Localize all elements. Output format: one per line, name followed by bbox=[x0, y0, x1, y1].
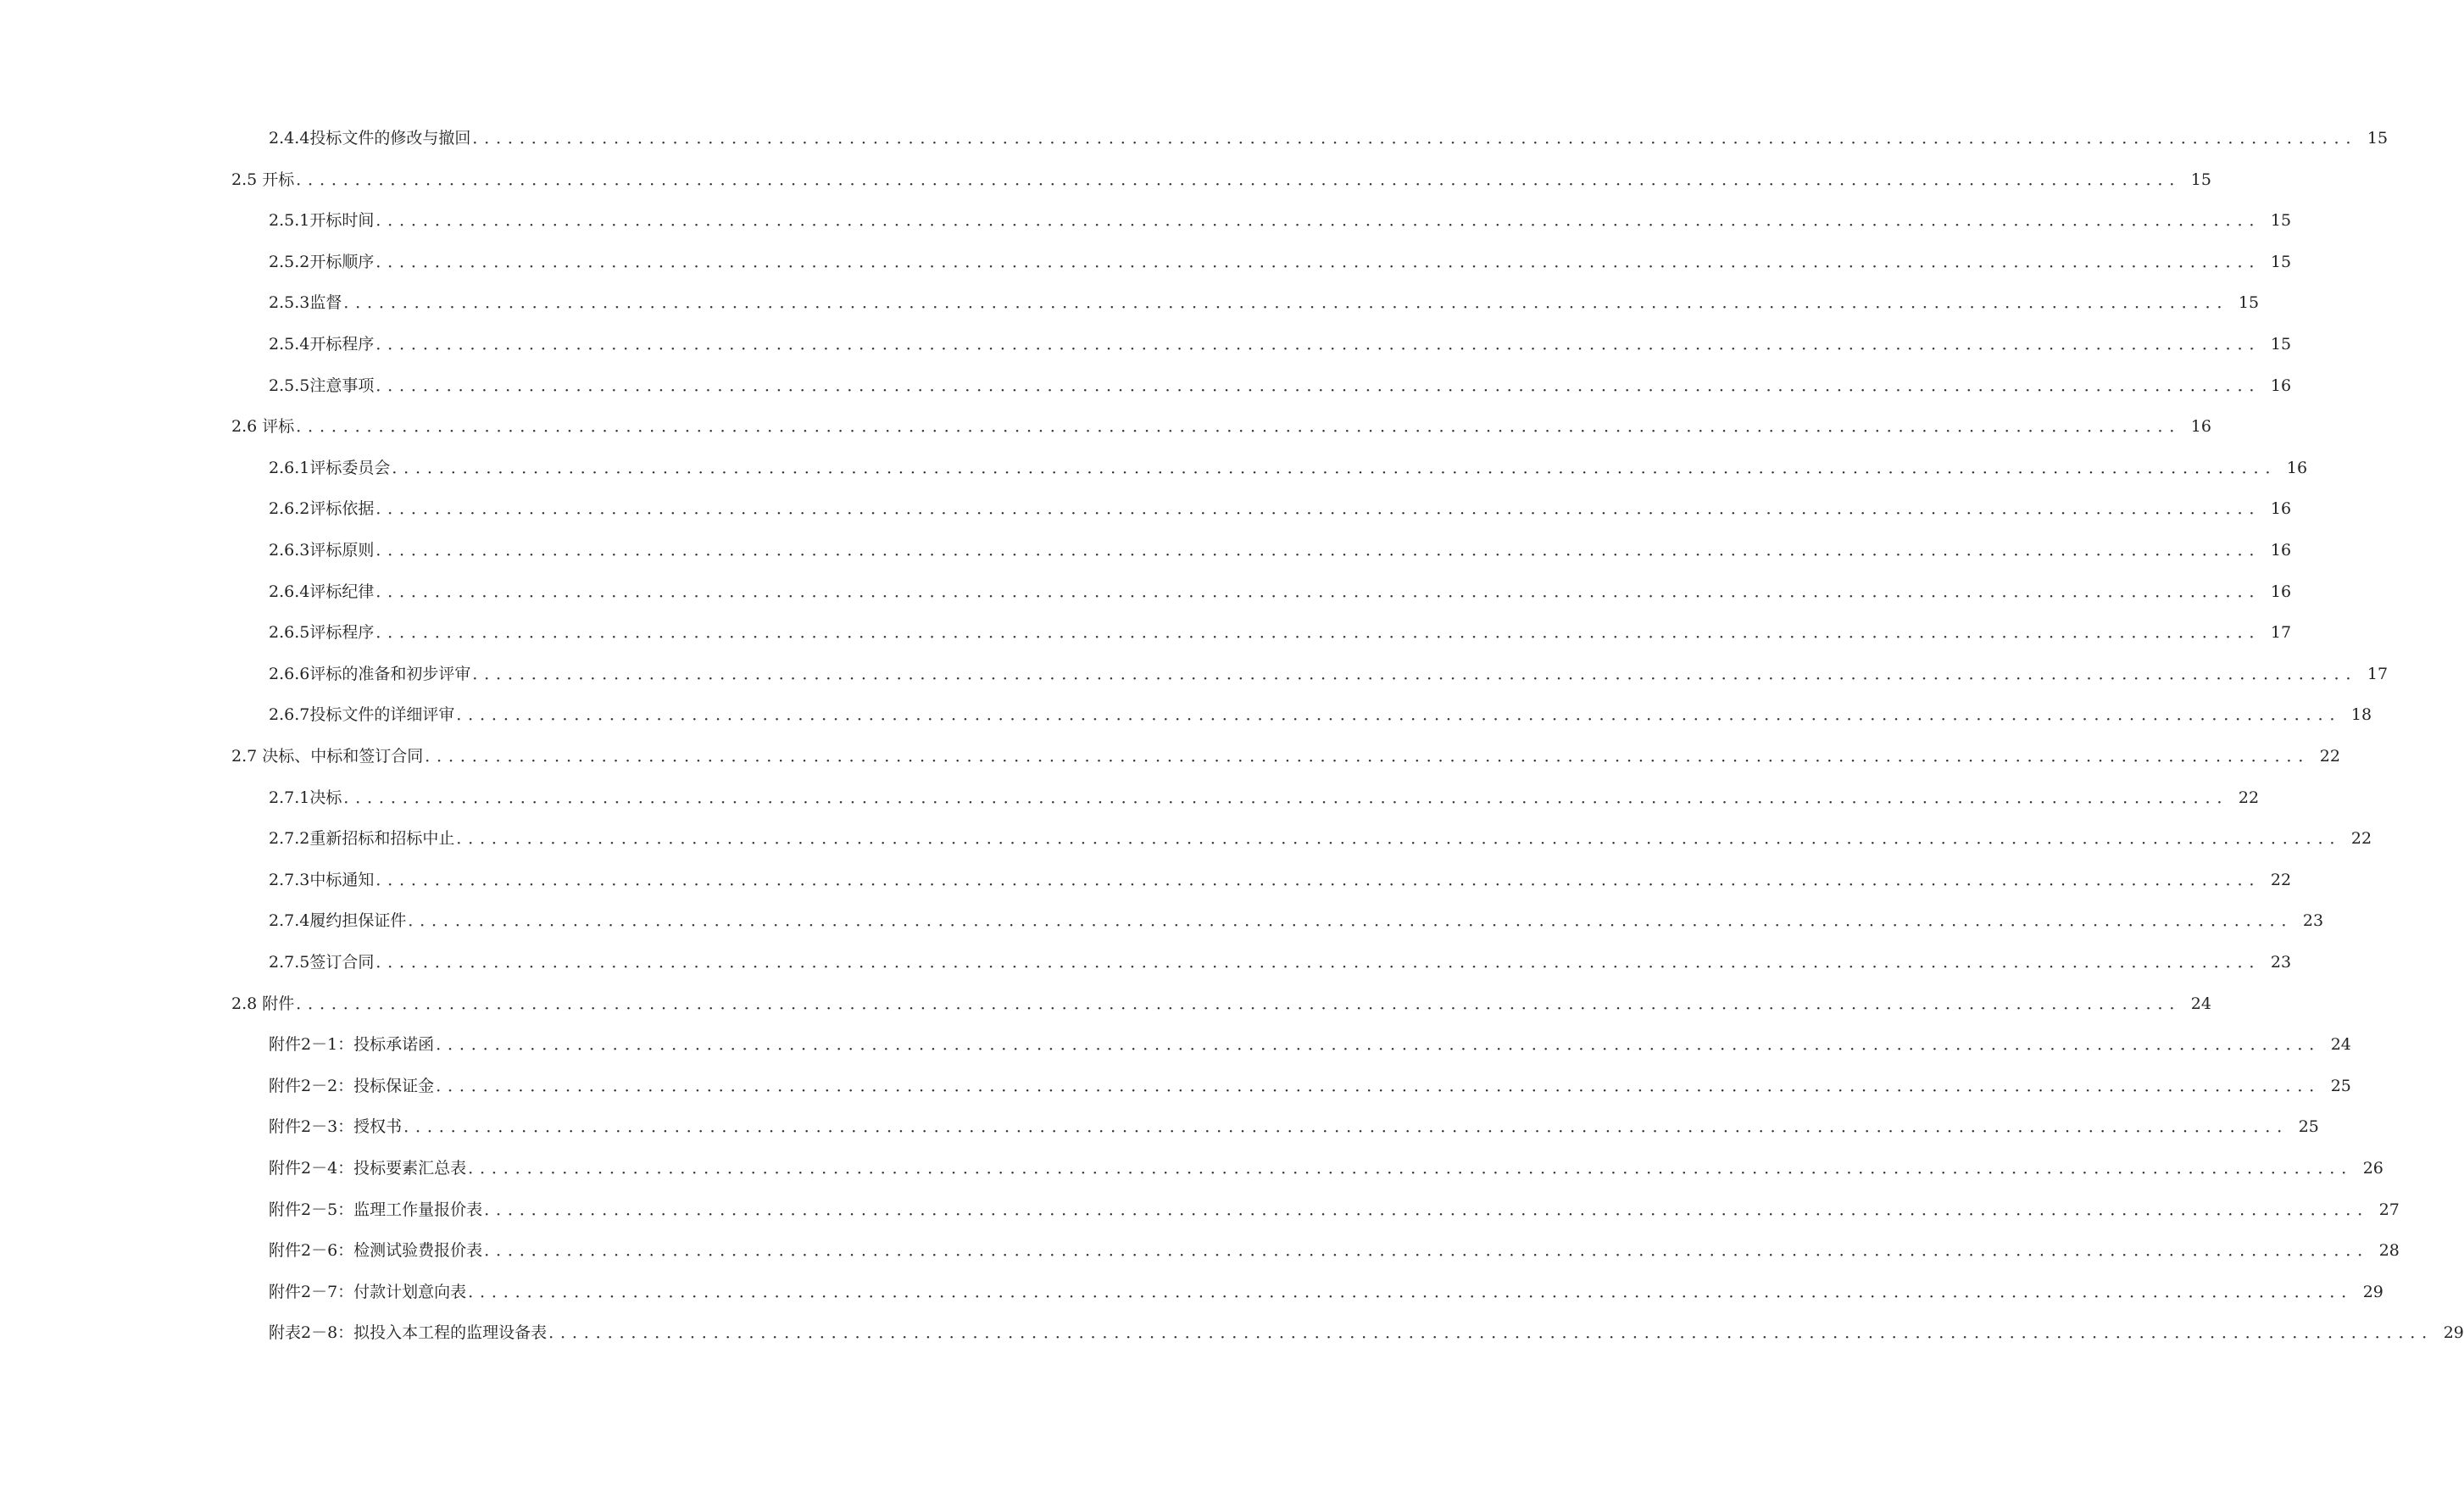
toc-entry-label: 2.5.1开标时间 bbox=[269, 211, 375, 231]
toc-dot-leader: ．．．．．．．．．．．．．．．．．．．．．．．．．．．．．．．．．．．．．．．．．．．．．．．．．．．．．．．．．．．．．．．．．．．．．．．．．．．．．．．．．．．．．．．．．．．．．．．．．．．．．．．．．．．．．．．．．．．．．．．．．．．．．．．．．．．．．．．．．．．．．．．．．．．．．．．．．．．．．．．． bbox=[375, 335, 2269, 354]
toc-page-number: 18 bbox=[2350, 705, 2372, 725]
toc-page-number: 29 bbox=[2443, 1323, 2464, 1343]
toc-entry[interactable] bbox=[269, 864, 2292, 889]
toc-entry[interactable] bbox=[269, 1194, 2400, 1219]
toc-page-number: 15 bbox=[2367, 129, 2389, 148]
toc-page-number: 16 bbox=[2190, 417, 2211, 437]
toc-entry[interactable] bbox=[269, 370, 2292, 395]
toc-entry-label: 2.6.5评标程序 bbox=[269, 623, 375, 643]
toc-entry[interactable] bbox=[231, 988, 2211, 1013]
toc-entry-label: 附件2－5：监理工作量报价表 bbox=[269, 1200, 483, 1219]
toc-entry[interactable] bbox=[269, 1028, 2351, 1055]
toc-entry[interactable] bbox=[269, 576, 2292, 601]
toc-entry-label: 附件2－4：投标要素汇总表 bbox=[269, 1159, 467, 1178]
toc-page-number: 16 bbox=[2270, 376, 2292, 395]
toc-entry[interactable] bbox=[269, 905, 2324, 931]
toc-dot-leader: ．．．．．．．．．．．．．．．．．．．．．．．．．．．．．．．．．．．．．．．．．．．．．．．．．．．．．．．．．．．．．．．．．．．．．．．．．．．．．．．．．．．．．．．．．．．．．．．．．．．．．．．．．．．．．．．．．．．．．．．．．．．．．．．．．．．．．．．．．．．．．．．．．．．．．．．．．．．．．．．． bbox=[296, 417, 2189, 437]
toc-dot-leader: ．．．．．．．．．．．．．．．．．．．．．．．．．．．．．．．．．．．．．．．．．．．．．．．．．．．．．．．．．．．．．．．．．．．．．．．．．．．．．．．．．．．．．．．．．．．．．．．．．．．．．．．．．．．．．．．．．．．．．．．．．．．．．．．．．．．．．．．．．．．．．．．．．．．．．．．．．．．．．．．． bbox=[403, 1117, 2297, 1137]
toc-entry-label: 2.7 决标、中标和签订合同 bbox=[231, 747, 424, 766]
toc-entry-label: 2.6.4评标纪律 bbox=[269, 582, 375, 601]
toc-entry[interactable] bbox=[269, 1234, 2400, 1261]
toc-dot-leader: ．．．．．．．．．．．．．．．．．．．．．．．．．．．．．．．．．．．．．．．．．．．．．．．．．．．．．．．．．．．．．．．．．．．．．．．．．．．．．．．．．．．．．．．．．．．．．．．．．．．．．．．．．．．．．．．．．．．．．．．．．．．．．．．．．．．．．．．．．．．．．．．．．．．．．．．．．．．．．．．． bbox=[408, 911, 2301, 931]
toc-entry-label: 2.7.3中标通知 bbox=[269, 870, 375, 889]
toc-entry-label: 附件2－7：付款计划意向表 bbox=[269, 1282, 467, 1301]
toc-page-number: 15 bbox=[2270, 252, 2292, 271]
toc-dot-leader: ．．．．．．．．．．．．．．．．．．．．．．．．．．．．．．．．．．．．．．．．．．．．．．．．．．．．．．．．．．．．．．．．．．．．．．．．．．．．．．．．．．．．．．．．．．．．．．．．．．．．．．．．．．．．．．．．．．．．．．．．．．．．．．．．．．．．．．．．．．．．．．．．．．．．．．．．．．．．．．．． bbox=[436, 1035, 2329, 1055]
toc-dot-leader: ．．．．．．．．．．．．．．．．．．．．．．．．．．．．．．．．．．．．．．．．．．．．．．．．．．．．．．．．．．．．．．．．．．．．．．．．．．．．．．．．．．．．．．．．．．．．．．．．．．．．．．．．．．．．．．．．．．．．．．．．．．．．．．．．．．．．．．．．．．．．．．．．．．．．．．．．．．．．．．．． bbox=[375, 870, 2269, 889]
toc-page-number: 16 bbox=[2286, 458, 2308, 477]
toc-dot-leader: ．．．．．．．．．．．．．．．．．．．．．．．．．．．．．．．．．．．．．．．．．．．．．．．．．．．．．．．．．．．．．．．．．．．．．．．．．．．．．．．．．．．．．．．．．．．．．．．．．．．．．．．．．．．．．．．．．．．．．．．．．．．．．．．．．．．．．．．．．．．．．．．．．．．．．．．．．．．．．．．． bbox=[392, 458, 2285, 477]
toc-entry[interactable] bbox=[269, 534, 2292, 560]
toc-page-number: 22 bbox=[2238, 788, 2260, 807]
toc-dot-leader: ．．．．．．．．．．．．．．．．．．．．．．．．．．．．．．．．．．．．．．．．．．．．．．．．．．．．．．．．．．．．．．．．．．．．．．．．．．．．．．．．．．．．．．．．．．．．．．．．．．．．．．．．．．．．．．．．．．．．．．．．．．．．．．．．．．．．．．．．．．．．．．．．．．．．．．．．．．．．．．．． bbox=[375, 541, 2269, 560]
toc-entry[interactable] bbox=[269, 699, 2372, 725]
toc-entry[interactable] bbox=[269, 1276, 2383, 1301]
toc-dot-leader: ．．．．．．．．．．．．．．．．．．．．．．．．．．．．．．．．．．．．．．．．．．．．．．．．．．．．．．．．．．．．．．．．．．．．．．．．．．．．．．．．．．．．．．．．．．．．．．．．．．．．．．．．．．．．．．．．．．．．．．．．．．．．．．．．．．．．．．．．．．．．．．．．．．．．．．．．．．．．．．．． bbox=[375, 499, 2269, 519]
toc-entry[interactable] bbox=[231, 740, 2340, 766]
toc-entry-label: 2.4.4投标文件的修改与撤回 bbox=[269, 129, 471, 148]
toc-entry[interactable] bbox=[269, 1070, 2351, 1095]
toc-entry-label: 2.7.1决标 bbox=[269, 788, 342, 807]
toc-page-number: 28 bbox=[2378, 1241, 2400, 1261]
toc-entry-label: 2.6.6评标的准备和初步评审 bbox=[269, 664, 471, 683]
toc-entry[interactable] bbox=[269, 204, 2292, 231]
toc-page-number: 24 bbox=[2330, 1035, 2351, 1055]
toc-entry[interactable] bbox=[231, 164, 2211, 189]
toc-page-number: 15 bbox=[2270, 335, 2292, 354]
toc-page-number: 16 bbox=[2270, 582, 2292, 601]
toc-dot-leader: ．．．．．．．．．．．．．．．．．．．．．．．．．．．．．．．．．．．．．．．．．．．．．．．．．．．．．．．．．．．．．．．．．．．．．．．．．．．．．．．．．．．．．．．．．．．．．．．．．．．．．．．．．．．．．．．．．．．．．．．．．．．．．．．．．．．．．．．．．．．．．．．．．．．．．．．．．．．．．．．． bbox=[456, 705, 2350, 725]
toc-entry-label: 2.5.5注意事项 bbox=[269, 376, 375, 395]
toc-dot-leader: ．．．．．．．．．．．．．．．．．．．．．．．．．．．．．．．．．．．．．．．．．．．．．．．．．．．．．．．．．．．．．．．．．．．．．．．．．．．．．．．．．．．．．．．．．．．．．．．．．．．．．．．．．．．．．．．．．．．．．．．．．．．．．．．．．．．．．．．．．．．．．．．．．．．．．．．．．．．．．．．． bbox=[484, 1200, 2378, 1219]
toc-entry[interactable] bbox=[269, 122, 2389, 148]
toc-entry[interactable] bbox=[269, 782, 2260, 807]
toc-dot-leader: ．．．．．．．．．．．．．．．．．．．．．．．．．．．．．．．．．．．．．．．．．．．．．．．．．．．．．．．．．．．．．．．．．．．．．．．．．．．．．．．．．．．．．．．．．．．．．．．．．．．．．．．．．．．．．．．．．．．．．．．．．．．．．．．．．．．．．．．．．．．．．．．．．．．．．．．．．．．．．．．． bbox=[343, 293, 2237, 313]
toc-entry[interactable] bbox=[269, 946, 2292, 972]
toc-dot-leader: ．．．．．．．．．．．．．．．．．．．．．．．．．．．．．．．．．．．．．．．．．．．．．．．．．．．．．．．．．．．．．．．．．．．．．．．．．．．．．．．．．．．．．．．．．．．．．．．．．．．．．．．．．．．．．．．．．．．．．．．．．．．．．．．．．．．．．．．．．．．．．．．．．．．．．．．．．．．．．．．． bbox=[548, 1323, 2442, 1343]
toc-entry[interactable] bbox=[269, 246, 2292, 271]
toc-page-number: 16 bbox=[2270, 499, 2292, 519]
toc-dot-leader: ．．．．．．．．．．．．．．．．．．．．．．．．．．．．．．．．．．．．．．．．．．．．．．．．．．．．．．．．．．．．．．．．．．．．．．．．．．．．．．．．．．．．．．．．．．．．．．．．．．．．．．．．．．．．．．．．．．．．．．．．．．．．．．．．．．．．．．．．．．．．．．．．．．．．．．．．．．．．．．．． bbox=[472, 129, 2366, 148]
toc-entry-label: 2.5.3监督 bbox=[269, 293, 342, 313]
toc-entry-label: 附件2－6：检测试验费报价表 bbox=[269, 1241, 483, 1261]
toc-dot-leader: ．．．．．．．．．．．．．．．．．．．．．．．．．．．．．．．．．．．．．．．．．．．．．．．．．．．．．．．．．．．．．．．．．．．．．．．．．．．．．．．．．．．．．．．．．．．．．．．．．．．．．．．．．．．．．．．．．．．．．．．．．．．．．．．．．．．．．．．．．．．．．．．．．．．．．．．．．．．．．．．． bbox=[296, 994, 2189, 1013]
toc-entry-label: 2.6.3评标原则 bbox=[269, 541, 375, 560]
toc-page-number: 27 bbox=[2378, 1200, 2400, 1219]
toc-page-number: 22 bbox=[2270, 870, 2292, 889]
toc-entry[interactable] bbox=[269, 616, 2292, 643]
toc-dot-leader: ．．．．．．．．．．．．．．．．．．．．．．．．．．．．．．．．．．．．．．．．．．．．．．．．．．．．．．．．．．．．．．．．．．．．．．．．．．．．．．．．．．．．．．．．．．．．．．．．．．．．．．．．．．．．．．．．．．．．．．．．．．．．．．．．．．．．．．．．．．．．．．．．．．．．．．．．．．．．．．．． bbox=[484, 1241, 2378, 1261]
toc-page-number: 22 bbox=[2350, 829, 2372, 849]
toc-page-number: 26 bbox=[2362, 1159, 2383, 1178]
toc-dot-leader: ．．．．．．．．．．．．．．．．．．．．．．．．．．．．．．．．．．．．．．．．．．．．．．．．．．．．．．．．．．．．．．．．．．．．．．．．．．．．．．．．．．．．．．．．．．．．．．．．．．．．．．．．．．．．．．．．．．．．．．．．．．．．．．．．．．．．．．．．．．．．．．．．．．．．．．．．．．．．．．．． bbox=[472, 664, 2366, 683]
toc-entry[interactable] bbox=[269, 328, 2292, 354]
toc-dot-leader: ．．．．．．．．．．．．．．．．．．．．．．．．．．．．．．．．．．．．．．．．．．．．．．．．．．．．．．．．．．．．．．．．．．．．．．．．．．．．．．．．．．．．．．．．．．．．．．．．．．．．．．．．．．．．．．．．．．．．．．．．．．．．．．．．．．．．．．．．．．．．．．．．．．．．．．．．．．．．．．．． bbox=[375, 252, 2269, 271]
toc-dot-leader: ．．．．．．．．．．．．．．．．．．．．．．．．．．．．．．．．．．．．．．．．．．．．．．．．．．．．．．．．．．．．．．．．．．．．．．．．．．．．．．．．．．．．．．．．．．．．．．．．．．．．．．．．．．．．．．．．．．．．．．．．．．．．．．．．．．．．．．．．．．．．．．．．．．．．．．．．．．．．．．．． bbox=[468, 1282, 2361, 1301]
toc-dot-leader: ．．．．．．．．．．．．．．．．．．．．．．．．．．．．．．．．．．．．．．．．．．．．．．．．．．．．．．．．．．．．．．．．．．．．．．．．．．．．．．．．．．．．．．．．．．．．．．．．．．．．．．．．．．．．．．．．．．．．．．．．．．．．．．．．．．．．．．．．．．．．．．．．．．．．．．．．．．．．．．．． bbox=[436, 1076, 2329, 1095]
toc-dot-leader: ．．．．．．．．．．．．．．．．．．．．．．．．．．．．．．．．．．．．．．．．．．．．．．．．．．．．．．．．．．．．．．．．．．．．．．．．．．．．．．．．．．．．．．．．．．．．．．．．．．．．．．．．．．．．．．．．．．．．．．．．．．．．．．．．．．．．．．．．．．．．．．．．．．．．．．．．．．．．．．．． bbox=[343, 788, 2237, 807]
toc-dot-leader: ．．．．．．．．．．．．．．．．．．．．．．．．．．．．．．．．．．．．．．．．．．．．．．．．．．．．．．．．．．．．．．．．．．．．．．．．．．．．．．．．．．．．．．．．．．．．．．．．．．．．．．．．．．．．．．．．．．．．．．．．．．．．．．．．．．．．．．．．．．．．．．．．．．．．．．．．．．．．．．．． bbox=[375, 211, 2269, 231]
toc-entry-label: 附件2－1：投标承诺函 bbox=[269, 1035, 435, 1055]
toc-dot-leader: ．．．．．．．．．．．．．．．．．．．．．．．．．．．．．．．．．．．．．．．．．．．．．．．．．．．．．．．．．．．．．．．．．．．．．．．．．．．．．．．．．．．．．．．．．．．．．．．．．．．．．．．．．．．．．．．．．．．．．．．．．．．．．．．．．．．．．．．．．．．．．．．．．．．．．．．．．．．．．．．． bbox=[468, 1159, 2361, 1178]
toc-entry-label: 2.7.2重新招标和招标中止 bbox=[269, 829, 455, 849]
toc-dot-leader: ．．．．．．．．．．．．．．．．．．．．．．．．．．．．．．．．．．．．．．．．．．．．．．．．．．．．．．．．．．．．．．．．．．．．．．．．．．．．．．．．．．．．．．．．．．．．．．．．．．．．．．．．．．．．．．．．．．．．．．．．．．．．．．．．．．．．．．．．．．．．．．．．．．．．．．．．．．．．．．．． bbox=[456, 829, 2350, 849]
toc-page-number: 22 bbox=[2319, 747, 2340, 766]
toc-entry[interactable] bbox=[269, 452, 2308, 477]
toc-entry-label: 2.6.1评标委员会 bbox=[269, 458, 391, 477]
toc-page-number: 23 bbox=[2302, 911, 2324, 931]
toc-entry-label: 2.5 开标 bbox=[231, 170, 295, 189]
toc-entry[interactable] bbox=[269, 1152, 2383, 1178]
toc-dot-leader: ．．．．．．．．．．．．．．．．．．．．．．．．．．．．．．．．．．．．．．．．．．．．．．．．．．．．．．．．．．．．．．．．．．．．．．．．．．．．．．．．．．．．．．．．．．．．．．．．．．．．．．．．．．．．．．．．．．．．．．．．．．．．．．．．．．．．．．．．．．．．．．．．．．．．．．．．．．．．．．．． bbox=[425, 747, 2318, 766]
toc-page-number: 24 bbox=[2190, 994, 2211, 1013]
toc-page-number: 15 bbox=[2270, 211, 2292, 231]
toc-entry-label: 2.5.4开标程序 bbox=[269, 335, 375, 354]
toc-page-number: 16 bbox=[2270, 541, 2292, 560]
toc-entry-label: 2.7.5签订合同 bbox=[269, 953, 375, 972]
toc-entry-label: 2.6.2评标依据 bbox=[269, 499, 375, 519]
toc-page-number: 17 bbox=[2270, 623, 2292, 643]
toc-page-number: 29 bbox=[2362, 1282, 2383, 1301]
toc-dot-leader: ．．．．．．．．．．．．．．．．．．．．．．．．．．．．．．．．．．．．．．．．．．．．．．．．．．．．．．．．．．．．．．．．．．．．．．．．．．．．．．．．．．．．．．．．．．．．．．．．．．．．．．．．．．．．．．．．．．．．．．．．．．．．．．．．．．．．．．．．．．．．．．．．．．．．．．．．．．．．．．．． bbox=[375, 376, 2269, 395]
toc-entry-label: 附表2－8：拟投入本工程的监理设备表 bbox=[269, 1323, 548, 1343]
toc-entry[interactable] bbox=[269, 1317, 2464, 1343]
toc-entry-label: 2.6.7投标文件的详细评审 bbox=[269, 705, 455, 725]
toc-entry[interactable] bbox=[269, 493, 2292, 519]
toc-page-number: 17 bbox=[2367, 664, 2389, 683]
toc-page-number: 15 bbox=[2238, 293, 2260, 313]
toc-page-number: 25 bbox=[2298, 1117, 2319, 1137]
toc-entry-label: 附件2－2：投标保证金 bbox=[269, 1076, 435, 1095]
toc-entry[interactable] bbox=[231, 410, 2211, 437]
toc-entry[interactable] bbox=[269, 287, 2260, 313]
toc-page-number: 23 bbox=[2270, 953, 2292, 972]
toc-dot-leader: ．．．．．．．．．．．．．．．．．．．．．．．．．．．．．．．．．．．．．．．．．．．．．．．．．．．．．．．．．．．．．．．．．．．．．．．．．．．．．．．．．．．．．．．．．．．．．．．．．．．．．．．．．．．．．．．．．．．．．．．．．．．．．．．．．．．．．．．．．．．．．．．．．．．．．．．．．．．．．．．． bbox=[375, 582, 2269, 601]
toc-entry[interactable] bbox=[269, 658, 2389, 683]
toc-entry[interactable] bbox=[269, 1111, 2319, 1137]
toc-entry-label: 2.6 评标 bbox=[231, 417, 295, 437]
toc-page-number: 15 bbox=[2190, 170, 2211, 189]
toc-dot-leader: ．．．．．．．．．．．．．．．．．．．．．．．．．．．．．．．．．．．．．．．．．．．．．．．．．．．．．．．．．．．．．．．．．．．．．．．．．．．．．．．．．．．．．．．．．．．．．．．．．．．．．．．．．．．．．．．．．．．．．．．．．．．．．．．．．．．．．．．．．．．．．．．．．．．．．．．．．．．．．．．． bbox=[375, 623, 2269, 643]
toc-dot-leader: ．．．．．．．．．．．．．．．．．．．．．．．．．．．．．．．．．．．．．．．．．．．．．．．．．．．．．．．．．．．．．．．．．．．．．．．．．．．．．．．．．．．．．．．．．．．．．．．．．．．．．．．．．．．．．．．．．．．．．．．．．．．．．．．．．．．．．．．．．．．．．．．．．．．．．．．．．．．．．．．． bbox=[375, 953, 2269, 972]
toc-entry-label: 2.7.4履约担保证件 bbox=[269, 911, 407, 931]
toc-entry[interactable] bbox=[269, 822, 2372, 849]
toc-entry-label: 附件2－3：授权书 bbox=[269, 1117, 403, 1137]
toc-entry-label: 2.5.2开标顺序 bbox=[269, 252, 375, 271]
toc-page-number: 25 bbox=[2330, 1076, 2351, 1095]
toc-dot-leader: ．．．．．．．．．．．．．．．．．．．．．．．．．．．．．．．．．．．．．．．．．．．．．．．．．．．．．．．．．．．．．．．．．．．．．．．．．．．．．．．．．．．．．．．．．．．．．．．．．．．．．．．．．．．．．．．．．．．．．．．．．．．．．．．．．．．．．．．．．．．．．．．．．．．．．．．．．．．．．．．． bbox=[296, 170, 2189, 189]
toc-entry-label: 2.8 附件 bbox=[231, 994, 295, 1013]
